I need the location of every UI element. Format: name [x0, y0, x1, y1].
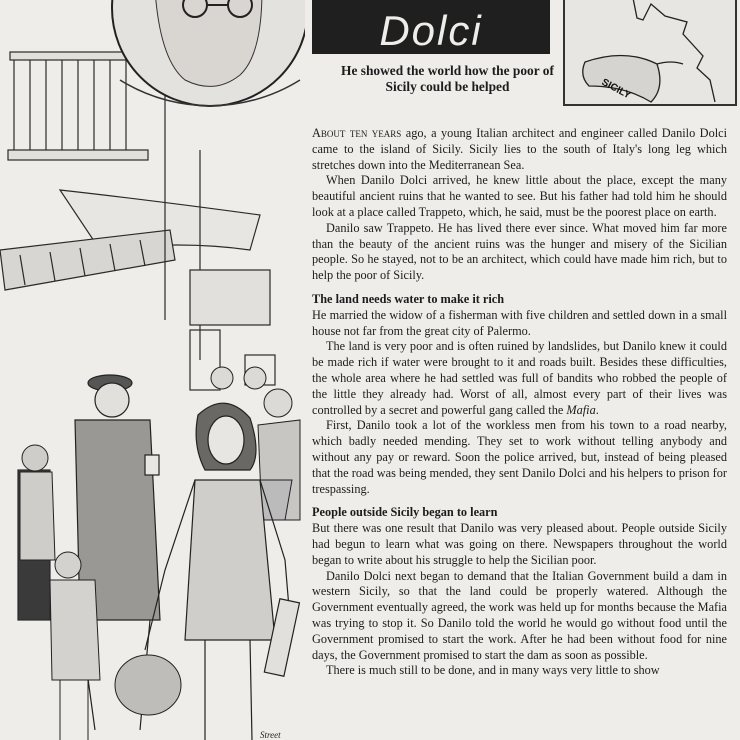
intro-lead: About ten years	[312, 126, 402, 140]
intro-text: ago, a young Italian architect and engineer called Danilo Dolci came to the island of Sicily. Sicily lies to the south of Italy's long leg which stretches down into the Mediterranean Sea.	[312, 126, 728, 172]
article-paragraph-7: But there was one result that Danilo was very pleased about. People outside Sicily had begun to learn what was going on there. Newspapers throughout the world began to write about his struggle to help the Sicilian poor.	[312, 521, 727, 567]
map-label: SICILY	[599, 76, 633, 102]
child-illustration	[20, 445, 55, 560]
article-paragraph-4: He married the widow of a fisherman with five children and settled down in a small house not far from the great city of Palermo.	[312, 307, 727, 338]
section-heading-1: The land needs water to make it rich	[312, 291, 505, 306]
article-paragraph-8: Danilo Dolci next began to demand that the Italian Government build a dam in western Sicily, so that the land could be properly watered. Although the Government eventually agreed, the work was held up for months because the Mafia was trying to stop it. So Danilo told the world he would go without food until the Government promised to start the work. After he had been without food for nine days, the Government promised to start the dam as soon as possible.	[312, 568, 727, 662]
title-box	[312, 0, 550, 54]
section-heading-2: People outside Sicily began to learn	[312, 505, 498, 520]
article-paragraph-2: When Danilo Dolci arrived, he knew little about the place, except the many beautiful ancient ruins that he wanted to see. But his father had told him he should look at a place called Trappeto, which, he said, must be the poorest place on earth.	[312, 173, 727, 219]
street-scene-illustration	[0, 0, 305, 740]
map-illustration	[565, 0, 735, 104]
article-body	[312, 126, 727, 679]
mafia-word: Mafia	[566, 402, 596, 417]
p5-text: The land is very poor and is often ruined by landslides, but Danilo knew it could be made rich if water were brought to it and roads built. Besides these difficulties, the whole area where he had settled was full of bandits who robbed the people of the little they already had. Worst of all, almost every part of their lives was controlled by a secret and powerful gang called the	[312, 339, 727, 417]
article-paragraph-1	[312, 126, 727, 173]
page-title: Dolci	[379, 7, 483, 54]
illustration-caption: Street	[260, 730, 281, 740]
article-paragraph-6: First, Danilo took a lot of the workless men from his town to a road nearby, which badly needed mending. They set to work without telling anybody and without any pay or reward. Soon the police arrived, but, instead of being pleased that the road was being mended, they sent Danilo Dolci and his helpers to prison for trespassing.	[312, 418, 727, 496]
article-paragraph-9: There is much still to be done, and in many ways very little to show	[326, 663, 660, 678]
article-paragraph-3: Danilo saw Trappeto. He has lived there ever since. What moved him far more than the beauty of the ancient ruins was the hunger and misery of the Sicilian people. So he stayed, not to be an architect, which could have made him rich, but to help the poor of Sicily.	[312, 220, 727, 283]
portrait-illustration	[112, 0, 305, 106]
p5-end: .	[595, 402, 599, 417]
article-paragraph-5	[312, 339, 727, 418]
balcony-illustration	[8, 52, 148, 160]
subtitle: He showed the world how the poor of Sicily could be helped	[341, 63, 554, 94]
awning-illustration	[0, 230, 175, 290]
sicily-map	[563, 0, 737, 106]
